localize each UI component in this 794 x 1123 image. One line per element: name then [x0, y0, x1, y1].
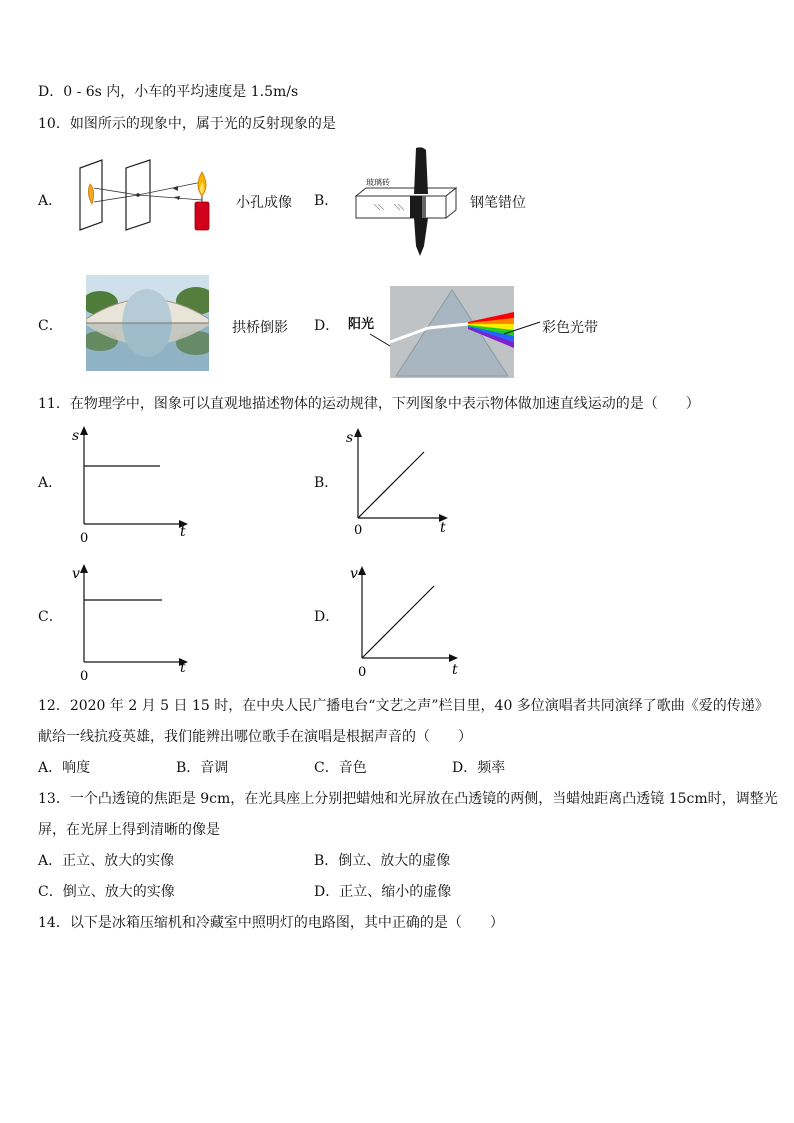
graph-c-y-label: v	[72, 566, 80, 582]
q10-option-b-letter[interactable]: B．	[314, 193, 339, 209]
q12-option-c[interactable]: C．音色	[314, 760, 367, 776]
graph-a-s-t-horizontal	[64, 422, 194, 548]
q13-option-d[interactable]: D．正立、缩小的虚像	[314, 884, 452, 900]
sunlight-label: 阳光	[348, 317, 375, 332]
graph-d-origin: 0	[358, 665, 367, 680]
q11-option-c-letter[interactable]: C．	[38, 609, 63, 625]
q11-option-a-letter[interactable]: A．	[38, 475, 63, 491]
q12-stem-line1: 12．2020 年 2 月 5 日 15 时，在中央人民广播电台“文艺之声”栏目里，40 多位演唱者共同演绎了歌曲《爱的传递》	[38, 698, 769, 714]
graph-d-y-label: v	[350, 566, 358, 582]
pinhole-camera-figure	[78, 158, 218, 238]
q10-option-a-letter[interactable]: A．	[38, 193, 63, 209]
q10-option-c-letter[interactable]: C．	[38, 318, 63, 334]
graph-d-v-t-rising	[340, 558, 470, 684]
q12-stem-line2: 献给一线抗疫英雄，我们能辨出哪位歌手在演唱是根据声音的（ ）	[38, 729, 472, 745]
q12-option-a[interactable]: A．响度	[38, 760, 91, 776]
q11-option-d-letter[interactable]: D．	[314, 609, 340, 625]
q13-option-a[interactable]: A．正立、放大的实像	[38, 853, 175, 869]
graph-b-s-t-rising	[340, 422, 460, 542]
graph-d-x-label: t	[452, 662, 458, 678]
q10-option-a-caption: 小孔成像	[236, 195, 292, 211]
arch-bridge-reflection-photo	[86, 275, 209, 371]
prism-dispersion-figure	[344, 282, 544, 380]
q12-option-b[interactable]: B．音调	[176, 760, 229, 776]
graph-a-x-label: t	[180, 524, 186, 540]
graph-c-v-t-horizontal	[64, 558, 194, 684]
pen-behind-glass-figure	[352, 146, 460, 258]
graph-b-y-label: s	[346, 430, 354, 446]
q10-stem: 10．如图所示的现象中，属于光的反射现象的是	[38, 116, 336, 132]
q10-option-c-caption: 拱桥倒影	[232, 320, 288, 336]
q13-stem-line2: 屏，在光屏上得到清晰的像是	[38, 822, 220, 838]
q14-stem: 14．以下是冰箱压缩机和冷藏室中照明灯的电路图，其中正确的是（ ）	[38, 915, 504, 931]
graph-a-y-label: s	[72, 428, 80, 444]
graph-c-x-label: t	[180, 660, 186, 676]
q9-option-d: D．0 - 6s 内，小车的平均速度是 1.5m/s	[38, 84, 299, 100]
q13-stem-line1: 13．一个凸透镜的焦距是 9cm，在光具座上分别把蜡烛和光屏放在凸透镜的两侧，当蜡烛距离凸透镜 15cm时，调整光	[38, 791, 778, 807]
q13-option-c[interactable]: C．倒立、放大的实像	[38, 884, 175, 900]
q12-option-d[interactable]: D．频率	[452, 760, 506, 776]
graph-b-x-label: t	[440, 520, 446, 536]
graph-c-origin: 0	[80, 669, 89, 684]
graph-b-origin: 0	[354, 523, 363, 538]
graph-a-origin: 0	[80, 531, 89, 546]
q10-option-d-caption: 彩色光带	[542, 320, 598, 336]
q11-stem: 11．在物理学中，图象可以直观地描述物体的运动规律，下列图象中表示物体做加速直线运动的是（ ）	[38, 396, 700, 412]
q11-option-b-letter[interactable]: B．	[314, 475, 339, 491]
q10-option-d-letter[interactable]: D．	[314, 318, 340, 334]
q10-option-b-caption: 钢笔错位	[470, 195, 526, 211]
glass-block-label: 玻璃砖	[366, 178, 390, 187]
q13-option-b[interactable]: B．倒立、放大的虚像	[314, 853, 451, 869]
